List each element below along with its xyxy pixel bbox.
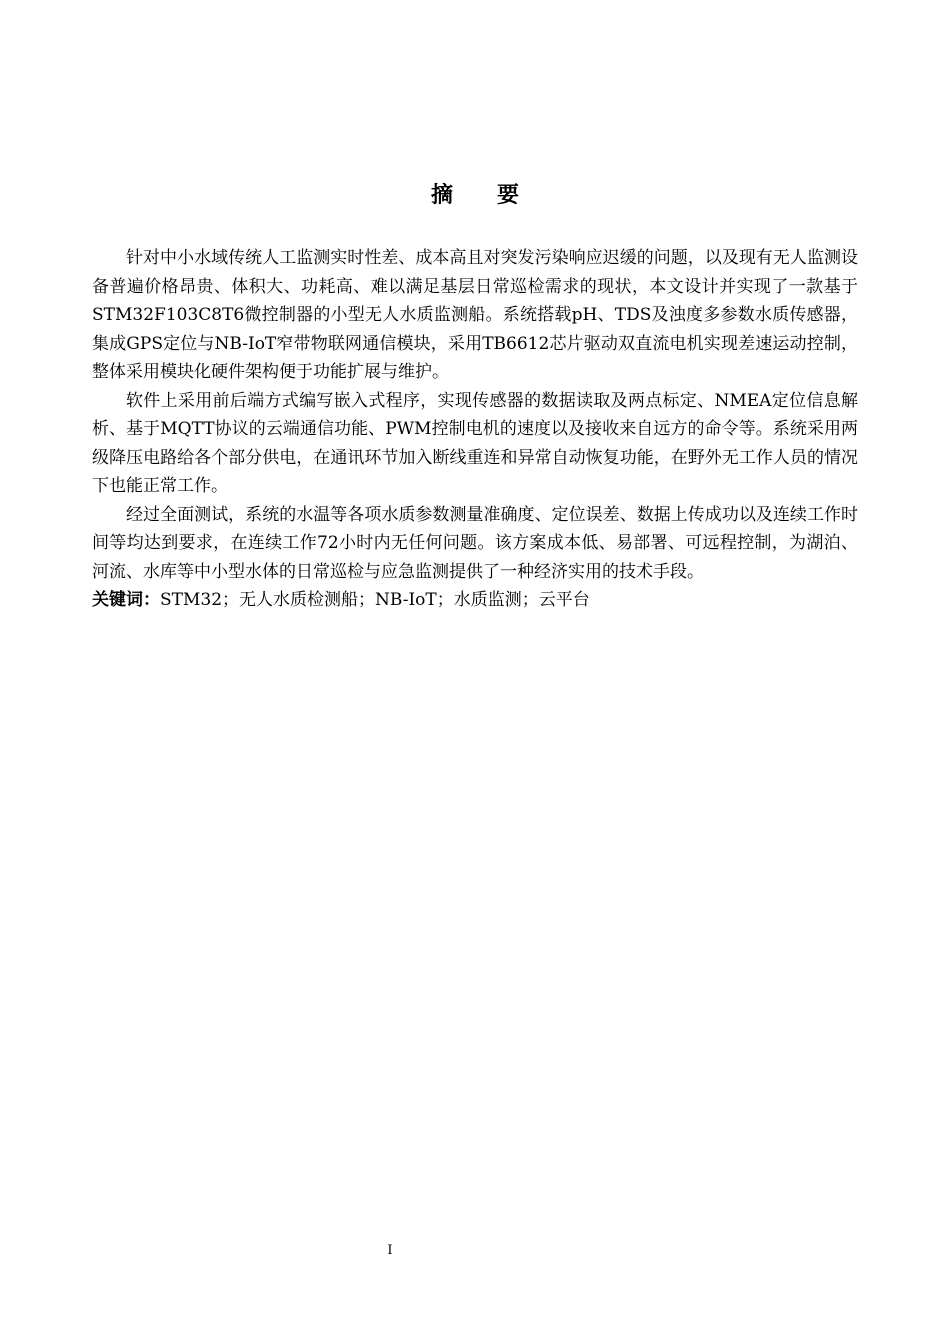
keywords-line xyxy=(92,586,858,615)
page-title xyxy=(0,178,950,209)
title-char-1: 摘 xyxy=(430,183,453,208)
keywords-label: 关键词： xyxy=(92,590,160,610)
abstract-paragraph-1: 针对中小水域传统人工监测实时性差、成本高且对突发污染响应迟缓的问题，以及现有无人监测设备普遍价格昂贵、体积大、功耗高、难以满足基层日常巡检需求的现状，本文设计并实现了一款基于STM32F103C8T6微控制器的小型无人水质监测船。系统搭载pH、TDS及浊度多参数水质传感器，集成GPS定位与NB-IoT窄带物联网通信模块，采用TB6612芯片驱动双直流电机实现差速运动控制，整体采用模块化硬件架构便于功能扩展与维护。 xyxy=(92,248,858,382)
title-char-2: 要 xyxy=(497,183,520,208)
abstract-paragraph-2: 软件上采用前后端方式编写嵌入式程序，实现传感器的数据读取及两点标定、NMEA定位信息解析、基于MQTT协议的云端通信功能、PWM控制电机的速度以及接收来自远方的命令等。系统采用两级降压电路给各个部分供电，在通讯环节加入断线重连和异常自动恢复功能，在野外无工作人员的情况下也能正常工作。 xyxy=(92,390,858,496)
abstract-paragraph-3: 经过全面测试，系统的水温等各项水质参数测量准确度、定位误差、数据上传成功以及连续工作时间等均达到要求，在连续工作72小时内无任何问题。该方案成本低、易部署、可远程控制，为湖泊、河流、水库等中小型水体的日常巡检与应急监测提供了一种经济实用的技术手段。 xyxy=(92,504,858,582)
keywords-list: STM32；无人水质检测船；NB-IoT；水质监测；云平台 xyxy=(160,590,590,610)
abstract-body xyxy=(92,244,858,615)
page-number: I xyxy=(387,1243,393,1258)
